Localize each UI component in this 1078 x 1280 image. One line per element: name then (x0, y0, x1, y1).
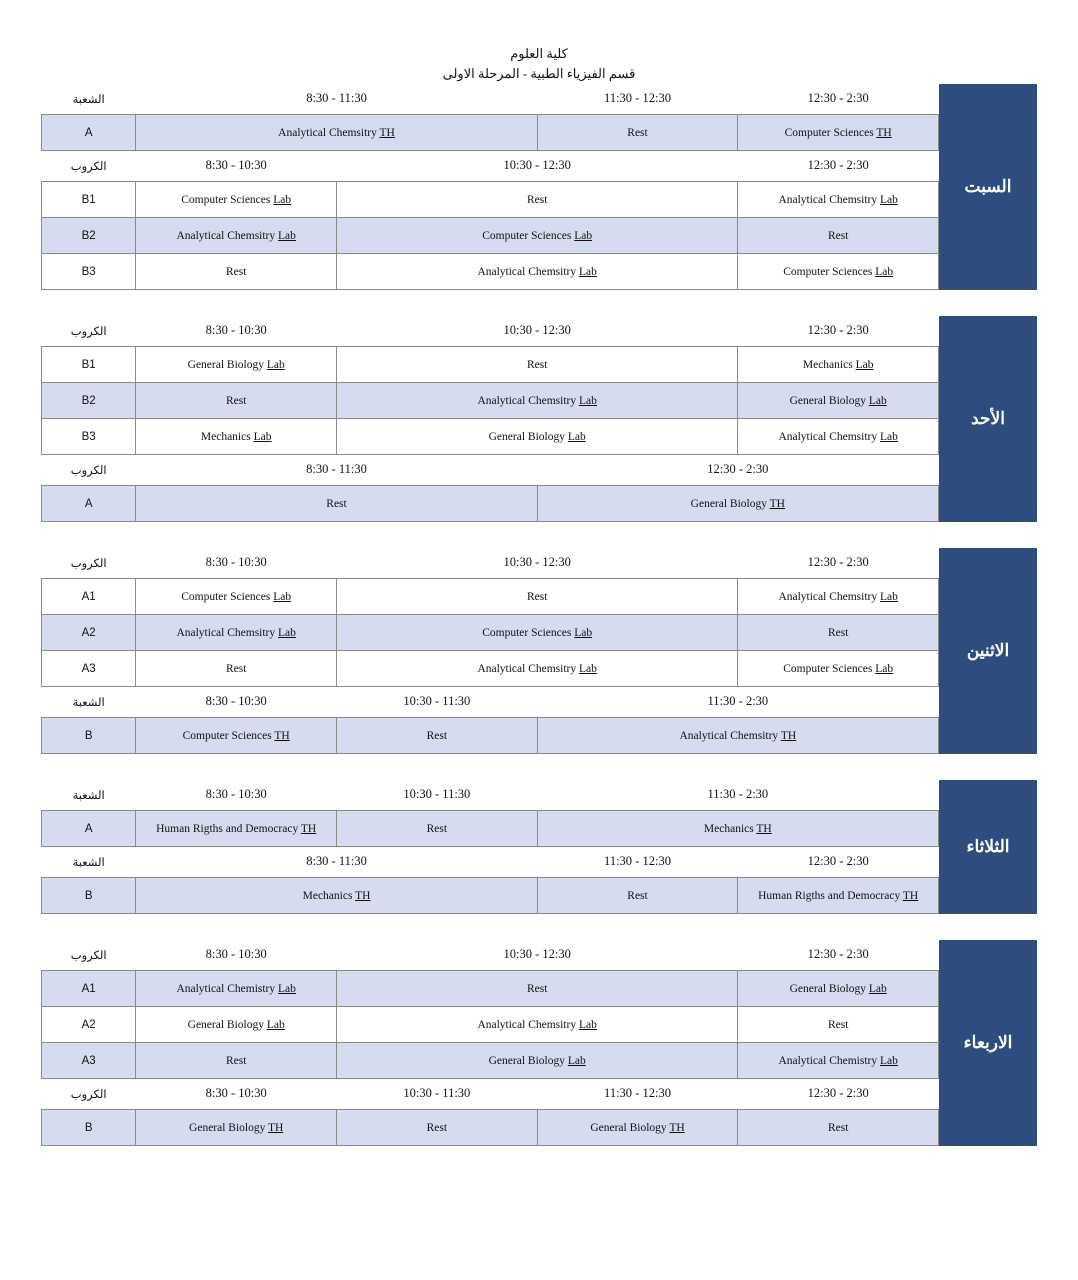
class-cell: Rest (337, 182, 738, 218)
time-slot-header: 12:30 - 10:30 (503, 555, 571, 570)
day-tables (41, 940, 939, 1146)
time-slot-header: 2:30 - 12:30 (807, 323, 869, 338)
day-name-band: الأحد (939, 316, 1037, 522)
class-cell: Analytical Chemsitry TH (136, 115, 537, 151)
table-row (42, 419, 939, 455)
class-cell: Rest (136, 486, 537, 522)
class-cell: Rest (337, 1110, 538, 1146)
time-slot-header: 11:30 - 10:30 (403, 1086, 471, 1101)
document-header (0, 44, 1078, 84)
table-row (42, 971, 939, 1007)
class-cell: Analytical Chemsitry Lab (337, 651, 738, 687)
group-column-header: الكروب (70, 464, 107, 477)
table-row (42, 579, 939, 615)
time-header-row (42, 780, 939, 811)
day-block (41, 780, 1037, 914)
time-slot-header: 2:30 - 12:30 (807, 91, 869, 106)
class-cell: Analytical Chemsitry Lab (136, 615, 337, 651)
class-cell: Rest (136, 651, 337, 687)
group-cell: A2 (42, 1007, 136, 1043)
class-cell: Analytical Chemsitry Lab (136, 218, 337, 254)
table-row (42, 811, 939, 847)
group-column-header: الكروب (70, 557, 107, 570)
time-slot-header: 12:30 - 10:30 (503, 323, 571, 338)
group-cell: A1 (42, 579, 136, 615)
faculty-name: كلية العلوم (510, 46, 568, 61)
time-slot-header: 11:30 - 8:30 (306, 854, 367, 869)
day-name-band: الثلاثاء (939, 780, 1037, 914)
schedule-table (41, 548, 939, 687)
time-header-row (42, 151, 939, 182)
class-cell: General Biology Lab (738, 383, 939, 419)
class-cell: Computer Sciences Lab (136, 182, 337, 218)
class-cell: Analytical Chemsitry Lab (738, 579, 939, 615)
schedule-table (41, 847, 939, 914)
day-tables (41, 548, 939, 754)
time-slot-header: 10:30 - 8:30 (205, 787, 267, 802)
schedule-table (41, 316, 939, 455)
time-slot-header: 12:30 - 10:30 (503, 947, 571, 962)
time-header-row (42, 1079, 939, 1110)
class-cell: Analytical Chemsitry TH (537, 718, 938, 754)
group-cell: B (42, 718, 136, 754)
group-cell: A (42, 811, 136, 847)
class-cell: Rest (537, 115, 738, 151)
table-row (42, 383, 939, 419)
time-slot-header: 10:30 - 8:30 (205, 947, 267, 962)
class-cell: Rest (738, 1110, 939, 1146)
table-row (42, 1110, 939, 1146)
group-cell: A3 (42, 651, 136, 687)
table-row (42, 1043, 939, 1079)
class-cell: Computer Sciences Lab (136, 579, 337, 615)
day-block (41, 316, 1037, 522)
class-cell: Mechanics Lab (136, 419, 337, 455)
time-slot-header: 11:30 - 10:30 (403, 787, 471, 802)
time-header-row (42, 316, 939, 347)
time-slot-header: 2:30 - 12:30 (807, 947, 869, 962)
group-cell: A2 (42, 615, 136, 651)
day-name-band: السبت (939, 84, 1037, 290)
group-column-header: الشعبة (72, 93, 105, 106)
class-cell: Mechanics Lab (738, 347, 939, 383)
class-cell: Human Rigths and Democracy TH (136, 811, 337, 847)
class-cell: Analytical Chemistry Lab (738, 1043, 939, 1079)
group-cell: B1 (42, 347, 136, 383)
class-cell: Rest (738, 218, 939, 254)
group-column-header: الشعبة (72, 696, 105, 709)
class-cell: Rest (136, 254, 337, 290)
table-row (42, 1007, 939, 1043)
group-column-header: الكروب (70, 949, 107, 962)
class-cell: Rest (738, 1007, 939, 1043)
time-slot-header: 11:30 - 10:30 (403, 694, 471, 709)
time-slot-header: 2:30 - 11:30 (707, 694, 769, 709)
group-cell: B3 (42, 419, 136, 455)
time-slot-header: 12:30 - 10:30 (503, 158, 571, 173)
group-column-header: الكروب (70, 160, 107, 173)
class-cell: Analytical Chemsitry Lab (337, 383, 738, 419)
group-cell: A1 (42, 971, 136, 1007)
time-slot-header: 10:30 - 8:30 (205, 555, 267, 570)
schedule-table (41, 940, 939, 1079)
table-row (42, 347, 939, 383)
group-cell: B3 (42, 254, 136, 290)
class-cell: Computer Sciences Lab (337, 218, 738, 254)
table-row (42, 115, 939, 151)
group-cell: A (42, 486, 136, 522)
time-slot-header: 2:30 - 11:30 (707, 787, 769, 802)
class-cell: General Biology Lab (337, 419, 738, 455)
group-cell: B (42, 878, 136, 914)
schedule-table (41, 84, 939, 151)
class-cell: Analytical Chemsitry Lab (337, 254, 738, 290)
time-slot-header: 2:30 - 12:30 (807, 158, 869, 173)
time-slot-header: 12:30 - 11:30 (604, 91, 671, 106)
class-cell: General Biology Lab (337, 1043, 738, 1079)
table-row (42, 218, 939, 254)
class-cell: Rest (337, 718, 538, 754)
schedule-table (41, 455, 939, 522)
group-column-header: الشعبة (72, 789, 105, 802)
class-cell: Computer Sciences Lab (337, 615, 738, 651)
time-slot-header: 2:30 - 12:30 (707, 462, 769, 477)
time-header-row (42, 847, 939, 878)
class-cell: Human Rigths and Democracy TH (738, 878, 939, 914)
day-block (41, 84, 1037, 290)
group-cell: B2 (42, 218, 136, 254)
class-cell: Rest (337, 579, 738, 615)
class-cell: Analytical Chemsitry Lab (337, 1007, 738, 1043)
group-cell: A (42, 115, 136, 151)
group-cell: B (42, 1110, 136, 1146)
class-cell: Rest (337, 971, 738, 1007)
class-cell: Mechanics TH (136, 878, 537, 914)
class-cell: Rest (738, 615, 939, 651)
time-header-row (42, 687, 939, 718)
class-cell: General Biology TH (537, 1110, 738, 1146)
class-cell: Computer Sciences Lab (738, 254, 939, 290)
day-block (41, 940, 1037, 1146)
class-cell: Analytical Chemsitry Lab (738, 419, 939, 455)
class-cell: General Biology Lab (738, 971, 939, 1007)
group-column-header: الكروب (70, 325, 107, 338)
schedule-table (41, 687, 939, 754)
class-cell: General Biology Lab (136, 347, 337, 383)
group-cell: A3 (42, 1043, 136, 1079)
class-cell: Computer Sciences TH (738, 115, 939, 151)
day-name-band: الاثنين (939, 548, 1037, 754)
day-name-band: الاربعاء (939, 940, 1037, 1146)
department-name: قسم الفيزياء الطبية - المرحلة الاولى (442, 66, 636, 82)
table-row (42, 878, 939, 914)
time-slot-header: 10:30 - 8:30 (205, 323, 267, 338)
class-cell: Rest (136, 1043, 337, 1079)
time-header-row (42, 548, 939, 579)
table-row (42, 486, 939, 522)
class-cell: General Biology TH (136, 1110, 337, 1146)
group-cell: B2 (42, 383, 136, 419)
class-cell: Rest (537, 878, 738, 914)
class-cell: General Biology TH (537, 486, 938, 522)
time-header-row (42, 940, 939, 971)
day-tables (41, 316, 939, 522)
class-cell: Rest (337, 347, 738, 383)
time-slot-header: 12:30 - 11:30 (604, 854, 671, 869)
group-column-header: الشعبة (72, 856, 105, 869)
time-slot-header: 10:30 - 8:30 (205, 158, 267, 173)
day-block (41, 548, 1037, 754)
time-slot-header: 11:30 - 8:30 (306, 91, 367, 106)
table-row (42, 182, 939, 218)
day-tables (41, 780, 939, 914)
time-header-row (42, 84, 939, 115)
time-slot-header: 12:30 - 11:30 (604, 1086, 671, 1101)
class-cell: Mechanics TH (537, 811, 938, 847)
table-row (42, 615, 939, 651)
time-slot-header: 2:30 - 12:30 (807, 1086, 869, 1101)
class-cell: General Biology Lab (136, 1007, 337, 1043)
table-row (42, 651, 939, 687)
schedule-table (41, 780, 939, 847)
days-container (0, 84, 1078, 1146)
class-cell: Computer Sciences Lab (738, 651, 939, 687)
time-slot-header: 10:30 - 8:30 (205, 1086, 267, 1101)
table-row (42, 718, 939, 754)
time-header-row (42, 455, 939, 486)
table-row (42, 254, 939, 290)
class-cell: Analytical Chemistry Lab (136, 971, 337, 1007)
class-cell: Rest (337, 811, 538, 847)
time-slot-header: 11:30 - 8:30 (306, 462, 367, 477)
schedule-table (41, 151, 939, 290)
schedule-table (41, 1079, 939, 1146)
time-slot-header: 10:30 - 8:30 (205, 694, 267, 709)
class-cell: Rest (136, 383, 337, 419)
class-cell: Analytical Chemsitry Lab (738, 182, 939, 218)
time-slot-header: 2:30 - 12:30 (807, 555, 869, 570)
class-cell: Computer Sciences TH (136, 718, 337, 754)
group-cell: B1 (42, 182, 136, 218)
group-column-header: الكروب (70, 1088, 107, 1101)
time-slot-header: 2:30 - 12:30 (807, 854, 869, 869)
day-tables (41, 84, 939, 290)
